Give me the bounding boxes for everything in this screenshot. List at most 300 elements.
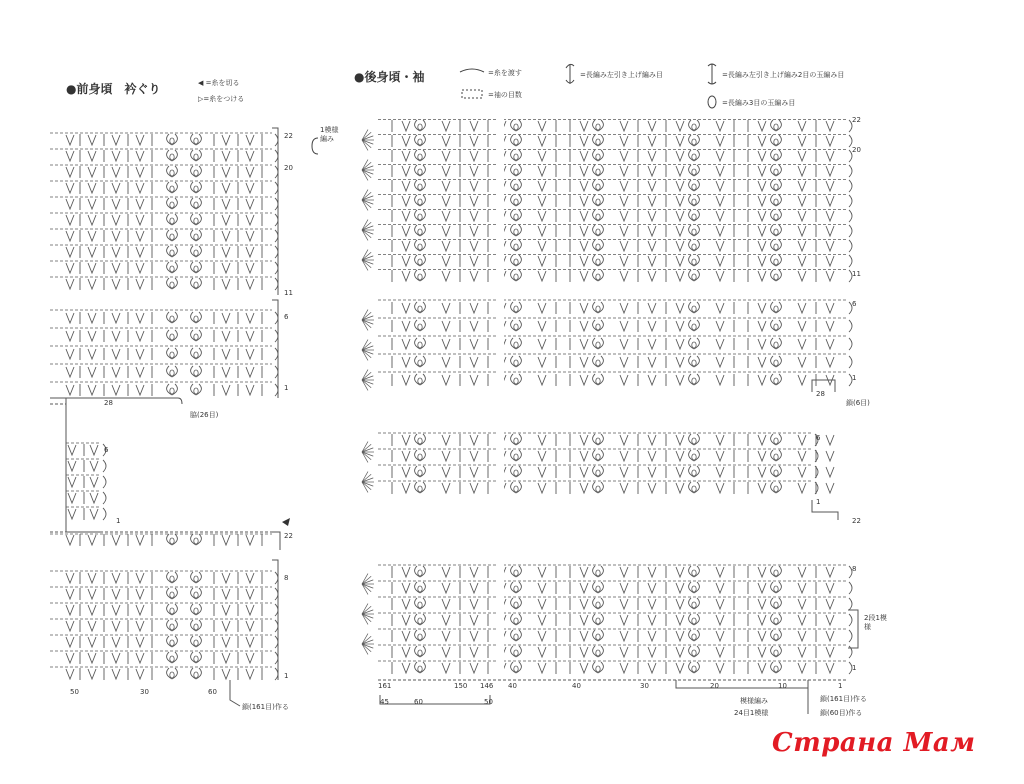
leaf-stitch-left: [191, 534, 196, 545]
bobble-stitch: [514, 184, 518, 190]
v-stitch: [470, 467, 478, 477]
bobble3-symbol: [708, 96, 716, 108]
v-stitch: [136, 605, 144, 615]
v-stitch: [88, 637, 96, 647]
legend-cut-yarn: ◀ =糸を切る: [198, 79, 240, 87]
leaf-stitch-right: [776, 255, 781, 266]
v-stitch: [758, 211, 766, 221]
v-stitch: [716, 615, 724, 625]
v-stitch: [676, 599, 684, 609]
v-stitch: [826, 451, 834, 461]
v-stitch: [620, 256, 628, 266]
v-stitch: [580, 241, 588, 251]
v-stitch: [798, 615, 806, 625]
leaf-stitch-left: [771, 356, 776, 367]
bobble-stitch: [596, 214, 600, 220]
front-lower-right-edge: [272, 532, 280, 550]
leaf-stitch-right: [776, 210, 781, 221]
v-stitch: [716, 647, 724, 657]
leaf-stitch-right: [420, 270, 425, 281]
leaf-stitch-left: [593, 482, 598, 493]
turning-arc: [849, 630, 852, 642]
v-stitch: [620, 435, 628, 445]
bobble-stitch: [514, 274, 518, 280]
bobble-stitch: [596, 570, 600, 576]
leaf-stitch-right: [776, 135, 781, 146]
v-stitch: [88, 135, 96, 145]
bobble-stitch: [514, 259, 518, 265]
leaf-stitch-left: [511, 255, 516, 266]
v-stitch: [826, 151, 834, 161]
v-stitch: [758, 467, 766, 477]
sleeve-fan-stitch: [362, 222, 371, 230]
v-stitch: [402, 357, 410, 367]
v-stitch: [112, 199, 120, 209]
v-stitch: [716, 181, 724, 191]
v-stitch: [442, 241, 450, 251]
leaf-stitch-left: [191, 246, 196, 257]
sleeve-fan-stitch: [362, 162, 371, 170]
v-stitch: [246, 331, 254, 341]
v-stitch: [222, 637, 230, 647]
bobble-stitch: [774, 586, 778, 592]
v-stitch: [402, 467, 410, 477]
back-tick-20: 20: [710, 682, 719, 690]
bobble-stitch: [514, 470, 518, 476]
v-stitch: [620, 241, 628, 251]
v-stitch: [88, 621, 96, 631]
v-stitch: [470, 241, 478, 251]
leaf-stitch-right: [196, 366, 201, 377]
bobble-stitch: [514, 602, 518, 608]
v-stitch: [470, 226, 478, 236]
leaf-stitch-left: [689, 582, 694, 593]
leaf-stitch-right: [196, 572, 201, 583]
v-stitch: [580, 483, 588, 493]
leaf-stitch-left: [191, 620, 196, 631]
bobble-stitch: [194, 202, 198, 208]
leaf-stitch-right: [420, 255, 425, 266]
legend-join-yarn: ▷=糸をつける: [198, 95, 245, 103]
v-stitch: [620, 303, 628, 313]
v-stitch: [538, 256, 546, 266]
v-stitch: [580, 271, 588, 281]
leaf-stitch-left: [191, 348, 196, 359]
v-stitch: [620, 483, 628, 493]
bobble-stitch: [692, 229, 696, 235]
bobble-stitch: [692, 154, 696, 160]
bobble-stitch: [170, 250, 174, 256]
leaf-stitch-left: [191, 572, 196, 583]
v-stitch: [112, 263, 120, 273]
v-stitch: [620, 467, 628, 477]
v-stitch: [442, 583, 450, 593]
leaf-stitch-left: [771, 225, 776, 236]
turning-arc: [849, 180, 852, 192]
v-stitch: [798, 121, 806, 131]
v-stitch: [716, 241, 724, 251]
leaf-stitch-right: [420, 630, 425, 641]
leaf-stitch-right: [196, 278, 201, 289]
leaf-stitch-right: [516, 240, 521, 251]
v-stitch: [826, 599, 834, 609]
v-stitch: [620, 321, 628, 331]
leaf-stitch-right: [172, 588, 177, 599]
bobble-stitch: [418, 214, 422, 220]
leaf-stitch-left: [191, 604, 196, 615]
leaf-stitch-left: [415, 120, 420, 131]
leaf-stitch-right: [172, 182, 177, 193]
bobble-stitch: [418, 378, 422, 384]
bobble-stitch: [692, 360, 696, 366]
v-stitch: [442, 166, 450, 176]
v-stitch: [648, 196, 656, 206]
v-stitch: [538, 663, 546, 673]
v-stitch: [66, 605, 74, 615]
v-stitch: [246, 653, 254, 663]
leaf-stitch-right: [776, 356, 781, 367]
leaf-stitch-right: [776, 225, 781, 236]
leaf-stitch-right: [598, 225, 603, 236]
legend-bobble3: =長編み3目の玉編み目: [722, 99, 796, 107]
bobble-stitch: [418, 154, 422, 160]
bobble-stitch: [774, 259, 778, 265]
back-row-6: 6: [852, 300, 857, 308]
v-stitch: [620, 567, 628, 577]
bobble-stitch: [194, 218, 198, 224]
v-stitch: [716, 151, 724, 161]
legend-dc-bobble2: =長編み左引き上げ編み2目の玉編み目: [722, 71, 845, 79]
v-stitch: [758, 483, 766, 493]
v-stitch: [136, 621, 144, 631]
leaf-stitch-left: [689, 120, 694, 131]
v-stitch: [66, 331, 74, 341]
v-stitch: [826, 435, 834, 445]
v-stitch: [648, 631, 656, 641]
v-stitch: [88, 183, 96, 193]
leaf-stitch-left: [167, 230, 172, 241]
leaf-stitch-left: [191, 214, 196, 225]
leaf-stitch-right: [776, 195, 781, 206]
v-stitch: [246, 385, 254, 395]
bobble-stitch: [596, 229, 600, 235]
bobble-stitch: [418, 124, 422, 130]
front-stitch-grid: [50, 133, 290, 680]
bobble-stitch: [774, 360, 778, 366]
leaf-stitch-left: [191, 230, 196, 241]
leaf-stitch-left: [511, 374, 516, 385]
leaf-stitch-left: [593, 270, 598, 281]
v-stitch: [716, 435, 724, 445]
v-stitch: [442, 303, 450, 313]
leaf-stitch-left: [593, 356, 598, 367]
v-stitch: [798, 256, 806, 266]
leaf-stitch-left: [771, 302, 776, 313]
v-stitch: [798, 451, 806, 461]
v-stitch: [442, 151, 450, 161]
bobble-stitch: [514, 139, 518, 145]
leaf-stitch-left: [511, 582, 516, 593]
v-stitch: [826, 357, 834, 367]
leaf-stitch-right: [598, 630, 603, 641]
bobble-stitch: [596, 470, 600, 476]
legend-dc-post: =長編み左引き上げ編み目: [580, 71, 663, 79]
bobble-stitch: [514, 666, 518, 672]
leaf-stitch-left: [511, 482, 516, 493]
bobble-stitch: [692, 454, 696, 460]
sleeve-fan-stitch: [362, 444, 371, 452]
leaf-stitch-right: [516, 566, 521, 577]
front-row-6: 6: [284, 313, 289, 321]
sleeve-fan-stitch: [362, 452, 371, 460]
leaf-stitch-right: [420, 195, 425, 206]
back-tick-150: 150: [454, 682, 468, 690]
v-stitch: [88, 385, 96, 395]
v-stitch: [758, 583, 766, 593]
v-stitch: [798, 483, 806, 493]
v-stitch: [112, 183, 120, 193]
v-stitch: [112, 669, 120, 679]
leaf-stitch-left: [511, 165, 516, 176]
bobble-stitch: [692, 324, 696, 330]
v-stitch: [648, 583, 656, 593]
v-stitch: [402, 567, 410, 577]
leaf-stitch-right: [172, 198, 177, 209]
leaf-stitch-right: [196, 246, 201, 257]
leaf-stitch-left: [771, 338, 776, 349]
v-stitch: [648, 647, 656, 657]
v-stitch: [798, 151, 806, 161]
v-stitch: [826, 256, 834, 266]
v-stitch: [136, 151, 144, 161]
leaf-stitch-left: [167, 366, 172, 377]
v-stitch: [442, 339, 450, 349]
v-stitch: [758, 451, 766, 461]
v-stitch: [620, 181, 628, 191]
bobble-stitch: [774, 154, 778, 160]
v-stitch: [246, 605, 254, 615]
v-stitch: [676, 303, 684, 313]
bobble-stitch: [514, 586, 518, 592]
v-stitch: [246, 247, 254, 257]
v-stitch: [716, 339, 724, 349]
v-stitch: [716, 631, 724, 641]
leaf-stitch-left: [511, 662, 516, 673]
v-stitch: [758, 631, 766, 641]
turning-arc: [849, 255, 852, 267]
bobble-stitch: [194, 154, 198, 160]
leaf-stitch-left: [191, 262, 196, 273]
leaf-stitch-left: [689, 630, 694, 641]
leaf-stitch-right: [516, 195, 521, 206]
bobble-stitch: [596, 259, 600, 265]
leaf-stitch-left: [415, 135, 420, 146]
v-stitch: [246, 215, 254, 225]
v-stitch: [676, 211, 684, 221]
v-stitch: [222, 535, 230, 545]
bobble-stitch: [418, 486, 422, 492]
leaf-stitch-right: [694, 210, 699, 221]
leaf-stitch-right: [172, 150, 177, 161]
v-stitch: [442, 256, 450, 266]
bobble-stitch: [774, 650, 778, 656]
leaf-stitch-right: [420, 646, 425, 657]
sleeve-fan-stitch: [362, 170, 371, 178]
leaf-stitch-left: [771, 646, 776, 657]
v-stitch: [580, 136, 588, 146]
leaf-stitch-right: [516, 482, 521, 493]
leaf-stitch-left: [593, 180, 598, 191]
leaf-stitch-right: [172, 652, 177, 663]
bobble-stitch: [596, 486, 600, 492]
v-stitch: [538, 339, 546, 349]
v-stitch: [580, 166, 588, 176]
back-tick-1: 1: [838, 682, 843, 690]
leaf-stitch-right: [196, 312, 201, 323]
v-stitch: [716, 663, 724, 673]
v-stitch: [402, 483, 410, 493]
front-row-1: 1: [284, 384, 289, 392]
leaf-stitch-right: [196, 262, 201, 273]
leaf-stitch-right: [694, 630, 699, 641]
leaf-stitch-right: [694, 566, 699, 577]
v-stitch: [648, 303, 656, 313]
v-stitch: [648, 166, 656, 176]
leaf-stitch-left: [689, 338, 694, 349]
bobble-stitch: [170, 154, 174, 160]
leaf-stitch-right: [196, 134, 201, 145]
v-stitch: [442, 181, 450, 191]
leaf-stitch-left: [415, 630, 420, 641]
bobble-stitch: [774, 570, 778, 576]
leaf-stitch-right: [516, 466, 521, 477]
v-stitch: [826, 211, 834, 221]
bobble-stitch: [170, 282, 174, 288]
leaf-stitch-left: [593, 450, 598, 461]
leaf-stitch-left: [593, 225, 598, 236]
v-stitch: [442, 631, 450, 641]
v-stitch: [222, 349, 230, 359]
leaf-stitch-left: [191, 198, 196, 209]
v-stitch: [620, 121, 628, 131]
v-stitch: [66, 135, 74, 145]
bobble-stitch: [194, 352, 198, 358]
leaf-stitch-right: [516, 338, 521, 349]
leaf-stitch-left: [689, 302, 694, 313]
v-stitch: [470, 321, 478, 331]
leaf-stitch-left: [511, 135, 516, 146]
v-stitch: [826, 303, 834, 313]
bobble-stitch: [418, 438, 422, 444]
v-stitch: [716, 256, 724, 266]
bobble-stitch: [418, 139, 422, 145]
v-stitch: [826, 583, 834, 593]
leaf-stitch-left: [771, 150, 776, 161]
leaf-stitch-right: [598, 210, 603, 221]
v-stitch: [66, 199, 74, 209]
leaf-stitch-left: [689, 195, 694, 206]
v-stitch: [716, 121, 724, 131]
sleeve-fan-stitch: [362, 200, 371, 208]
v-stitch: [442, 136, 450, 146]
leaf-stitch-right: [776, 302, 781, 313]
bobble-stitch: [170, 538, 174, 544]
bobble-stitch: [774, 199, 778, 205]
front-tick-50: 50: [70, 688, 79, 696]
pass-yarn-symbol: [460, 69, 484, 72]
front-neck-row-6: 6: [104, 446, 109, 454]
bobble-stitch: [170, 640, 174, 646]
leaf-stitch-left: [593, 646, 598, 657]
v-stitch: [648, 663, 656, 673]
v-stitch: [112, 535, 120, 545]
v-stitch: [620, 357, 628, 367]
v-stitch: [798, 196, 806, 206]
v-stitch: [112, 313, 120, 323]
v-stitch: [580, 451, 588, 461]
v-stitch: [88, 367, 96, 377]
v-stitch: [246, 313, 254, 323]
v-stitch: [580, 435, 588, 445]
bobble-stitch: [418, 618, 422, 624]
leaf-stitch-right: [598, 195, 603, 206]
v-stitch: [246, 183, 254, 193]
turning-arc: [103, 492, 106, 504]
v-stitch: [676, 357, 684, 367]
v-stitch: [442, 357, 450, 367]
v-stitch: [88, 199, 96, 209]
v-stitch: [442, 121, 450, 131]
leaf-stitch-right: [420, 598, 425, 609]
leaf-stitch-left: [511, 240, 516, 251]
leaf-stitch-right: [694, 450, 699, 461]
v-stitch: [470, 599, 478, 609]
v-stitch: [88, 573, 96, 583]
v-stitch: [442, 375, 450, 385]
v-stitch: [580, 196, 588, 206]
leaf-stitch-right: [694, 195, 699, 206]
leaf-stitch-left: [771, 374, 776, 385]
back-row-22: 22: [852, 116, 861, 124]
v-stitch: [112, 589, 120, 599]
leaf-stitch-right: [172, 262, 177, 273]
v-stitch: [716, 451, 724, 461]
leaf-stitch-left: [771, 630, 776, 641]
v-stitch: [88, 231, 96, 241]
v-stitch: [716, 226, 724, 236]
front-tick-60: 60: [208, 688, 217, 696]
bobble-stitch: [194, 608, 198, 614]
leaf-stitch-right: [420, 150, 425, 161]
v-stitch: [826, 196, 834, 206]
leaf-stitch-left: [593, 566, 598, 577]
v-stitch: [648, 483, 656, 493]
leaf-stitch-left: [689, 434, 694, 445]
leaf-stitch-left: [689, 240, 694, 251]
bobble-stitch: [596, 154, 600, 160]
v-stitch: [538, 241, 546, 251]
leaf-stitch-left: [593, 240, 598, 251]
v-stitch: [442, 615, 450, 625]
bobble-stitch: [170, 370, 174, 376]
v-stitch: [716, 211, 724, 221]
bobble-stitch: [596, 666, 600, 672]
v-stitch: [538, 136, 546, 146]
leaf-stitch-right: [516, 225, 521, 236]
leaf-stitch-left: [511, 225, 516, 236]
front-row-20: 20: [284, 164, 293, 172]
v-stitch: [798, 271, 806, 281]
